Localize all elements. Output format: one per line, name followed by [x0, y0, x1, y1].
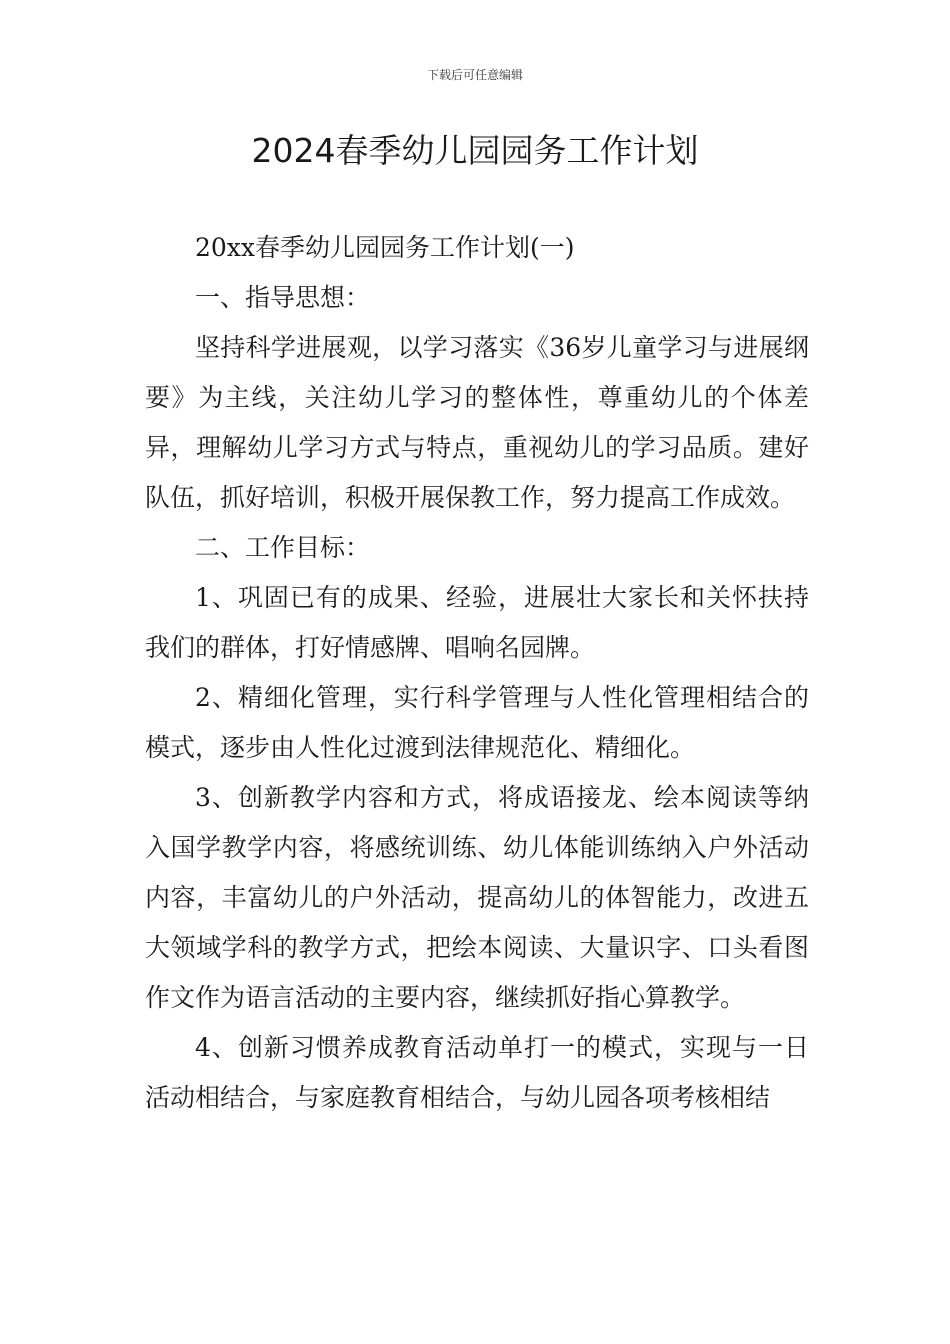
header-note: 下载后可任意编辑 — [426, 68, 523, 82]
document-title: 2024春季幼儿园园务工作计划 — [251, 131, 699, 170]
heading-guiding-thought: 一、指导思想： — [195, 283, 371, 312]
heading-work-goals: 二、工作目标： — [195, 533, 371, 562]
paragraph-guiding-thought: 坚持科学进展观，以学习落实《36岁儿童学习与进展纲要》为主线，关注幼儿学习的整体性，尊重幼儿的个体差异，理解幼儿学习方式与特点，重视幼儿的学习品质。建好队伍，抓好培训，积极开展保教工作，努力提高工作成效。 — [145, 333, 809, 512]
section-subtitle: 20xx春季幼儿园园务工作计划(一) — [195, 233, 575, 262]
paragraph-goal-2: 2、精细化管理，实行科学管理与人性化管理相结合的模式，逐步由人性化过渡到法律规范化、精细化。 — [145, 683, 809, 762]
paragraph-goal-1: 1、巩固已有的成果、经验，进展壮大家长和关怀扶持我们的群体，打好情感牌、唱响名园牌。 — [145, 583, 809, 662]
paragraph-goal-3: 3、创新教学内容和方式，将成语接龙、绘本阅读等纳入国学教学内容，将感统训练、幼儿体能训练纳入户外活动内容，丰富幼儿的户外活动，提高幼儿的体智能力，改进五大领域学科的教学方式，把绘本阅读、大量识字、口头看图作文作为语言活动的主要内容，继续抓好指心算教学。 — [145, 783, 809, 1012]
paragraph-goal-4: 4、创新习惯养成教育活动单打一的模式，实现与一日活动相结合，与家庭教育相结合，与幼儿园各项考核相结 — [145, 1033, 809, 1112]
document-body — [145, 223, 809, 1123]
